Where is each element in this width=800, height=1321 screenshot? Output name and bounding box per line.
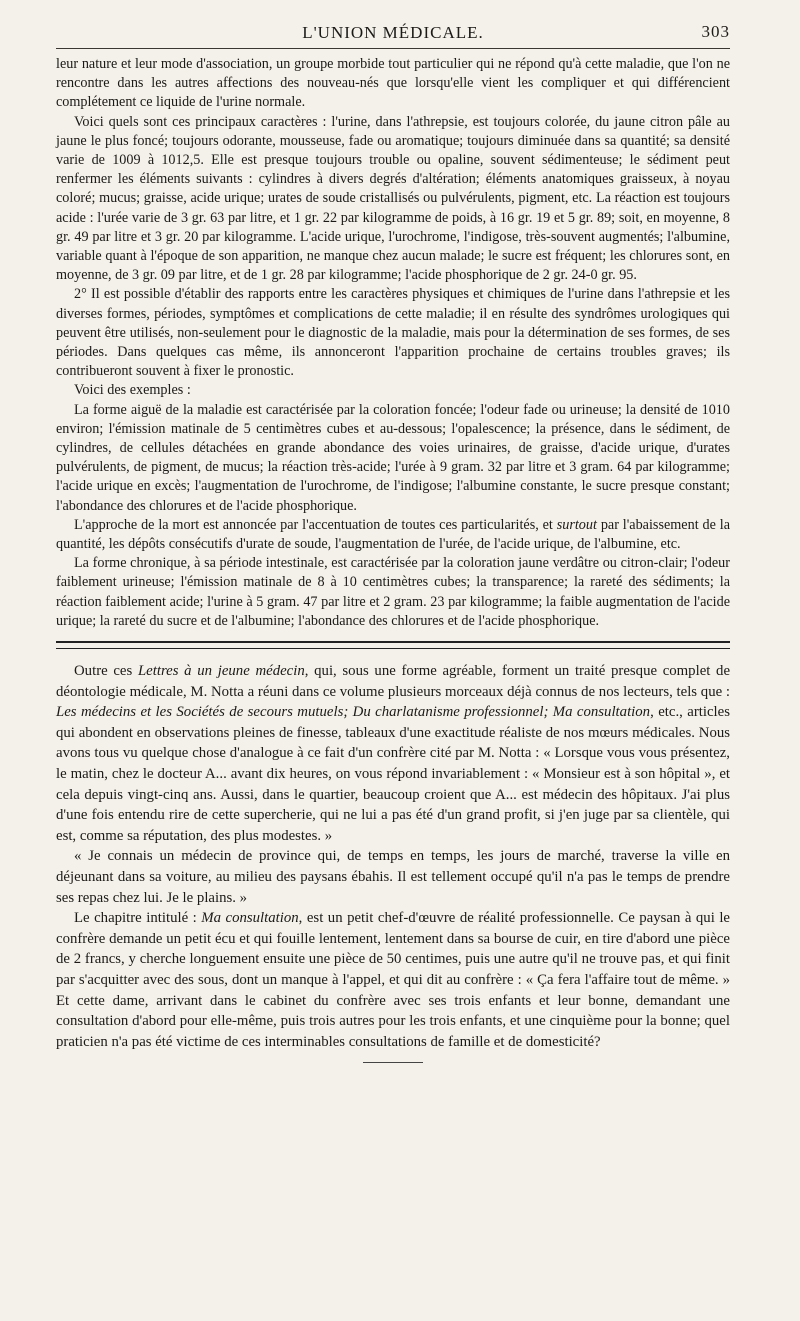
text-run: L'approche de la mort est annoncée par l'accentuation de toutes ces particularités, et: [74, 516, 557, 533]
paragraph: Voici des exemples :: [74, 382, 191, 399]
end-rule: [363, 1062, 423, 1063]
text-run: , est un petit chef-d'œuvre de réalité professionnelle. Ce paysan à qui le confrère demande un petit écu et qui fouille lentement, lentement dans sa bourse de cuir, en tire d'abord une pièce de 2 francs, y cherche longuement ensuite une pièce de 50 centimes, puis une autre qu'il ne trouve pas, et qui finit par s'acquitter avec des sous, dont un manque à l'appel, et qui dit au confrère : « Ça fera l'affaire tout de même. » Et cette dame, arrivant dans le cabinet du confrère avec ses trois enfants et leur bonne, demandant une consultation d'abord pour elle-même, puis trois autres pour les trois enfants, et une cinquième pour la bonne; quel praticien n'a pas été victime de ces interminables consultations de famille et de domesticité?: [56, 910, 730, 1050]
italic-run: Les médecins et les Sociétés de secours mutuels; Du charlatanisme professionnel; Ma consultation: [56, 704, 651, 721]
italic-run: Ma consultation: [201, 910, 299, 927]
text-run: , etc., articles qui abondent en observations pleines de finesse, tableaux d'une exactitude réaliste de nos mœurs médicales. Nous avons tous vu quelque chose d'analogue à ce fait d'un confrère cité par M. Notta : « Lorsque vous vous présentez, le matin, chez le docteur A... avant dix heures, on vous répond invariablement : « Monsieur est à son hôpital », et cela depuis vingt-cinq ans. Aussi, dans le quartier, beaucoup croient que A... est médecin des hôpitaux. J'ai plus d'une fois entendu rire de cette supercherie, qui ne lui a pas été d'un grand profit, si j'en juge par sa clientèle, qui est, comme sa réputation, des plus modestes. »: [56, 704, 730, 844]
text-run: Outre ces: [74, 663, 138, 680]
italic-run: Lettres à un jeune médecin: [137, 663, 305, 680]
italic-run: surtout: [556, 516, 597, 533]
paragraph: « Je connais un médecin de province qui, de temps en temps, les jours de marché, traverse la ville en déjeunant dans sa voiture, au milieu des paysans ébahis. Il est tellement occupé qu'il n'a pas le temps de prendre ses repas chez lui. Je le plains. »: [56, 848, 730, 906]
journal-title: L'UNION MÉDICALE.: [302, 23, 484, 42]
section-divider: [56, 641, 730, 649]
paragraph: [56, 516, 730, 554]
paragraph: [56, 908, 730, 1052]
paragraph: La forme aiguë de la maladie est caractérisée par la coloration foncée; l'odeur fade ou urineuse; la densité de 1010 environ; l'émission matinale de 5 centimètres cubes et au-dessous; l'opalescence; la présence, dans le sédiment, de cylindres, de cellules détachées en grande abondance des voies urinaires, de graisse, d'acide urique, d'urates pulvérulents, de pigment, de mucus; la réaction très-acide; l'urée à 9 gram. 32 par litre et 3 gram. 64 par kilogramme; l'acide urique en excès; l'augmentation de l'urochrome, de l'indigose; l'albumine constante, le sucre presque constant; l'abondance des chlorures et de l'acide phosphorique.: [56, 401, 730, 514]
paragraph: Voici quels sont ces principaux caractères : l'urine, dans l'athrepsie, est toujours colorée, du jaune citron pâle au jaune le plus foncé; toujours odorante, mousseuse, fade ou aromatique; toujours diminuée dans sa quantité; sa densité varie de 1009 à 1012,5. Elle est presque toujours trouble ou opaline, souvent sédimenteuse; le sédiment peut renfermer les éléments suivants : cylindres à divers degrés d'altération; éléments anatomiques graisseux, à noyau coloré; mucus; graisse, acide urique; urates de soude cristallisés ou pulvérulents, pigment, etc. La réaction est toujours acide : l'urée varie de 3 gr. 63 par litre, et 1 gr. 22 par kilogramme de poids, à 16 gr. 19 et 5 gr. 89; soit, en moyenne, 8 gr. 49 par litre et 3 gr. 20 par kilogramme. L'acide urique, l'urochrome, l'indigose, très-souvent augmentés; l'albumine, variable quant à l'époque de son apparition, ne manque chez aucun malade; le sucre est fréquent; les chlorures sont, en moyenne, de 3 gr. 09 par litre, et de 1 gr. 28 par kilogramme; l'acide phosphorique de 2 gr. 24-0 gr. 95.: [56, 113, 730, 284]
text-run: , qui, sous une forme agréable, forment un traité presque complet de déontologie médicale, M. Notta a réuni dans ce volume plusieurs morceaux déjà connus de nos lecteurs, tels que :: [56, 663, 731, 700]
paragraph: leur nature et leur mode d'association, un groupe morbide tout particulier qui ne répond qu'à cette maladie, que l'on ne rencontre dans les autres affections des nouveau-nés que lorsqu'elle vient les compliquer et qui différencient complétement ce liquide de l'urine normale.: [56, 56, 730, 111]
page-number: 303: [701, 22, 730, 41]
book-review: [56, 661, 730, 1052]
text-run: Le chapitre intitulé :: [74, 910, 202, 927]
paragraph: [56, 661, 730, 846]
text-run: par l'abaissement de la quantité, les dépôts consécutifs d'urate de soude, l'augmentation de l'urée, de l'acide urique, de l'albumine, etc.: [56, 516, 730, 553]
urology-article: [56, 55, 730, 631]
running-header: [56, 22, 730, 49]
paragraph: 2° Il est possible d'établir des rapports entre les caractères physiques et chimiques de l'urine dans l'athrepsie et les diverses formes, périodes, symptômes et complications de cette maladie; il en résulte des syndrômes urologiques qui peuvent être utilisés, non-seulement pour le diagnostic de la maladie, mais pour la détermination de ses formes, de ses périodes. Dans quelques cas même, ils annonceront l'apparition prochaine de certains troubles graves; ils contribueront souvent à fixer le pronostic.: [56, 286, 730, 380]
paragraph: La forme chronique, à sa période intestinale, est caractérisée par la coloration jaune verdâtre ou citron-clair; l'odeur faiblement urineuse; l'émission matinale de 8 à 10 centimètres cubes; la transparence; la rareté des sédiments; la réaction faiblement acide; l'urine à 5 gram. 47 par litre et 2 gram. 23 par kilogramme; la faible augmentation de l'acide urique; la rareté du sucre et de l'albumine; l'abondance des chlorures et de l'acide phosphorique.: [56, 555, 730, 629]
